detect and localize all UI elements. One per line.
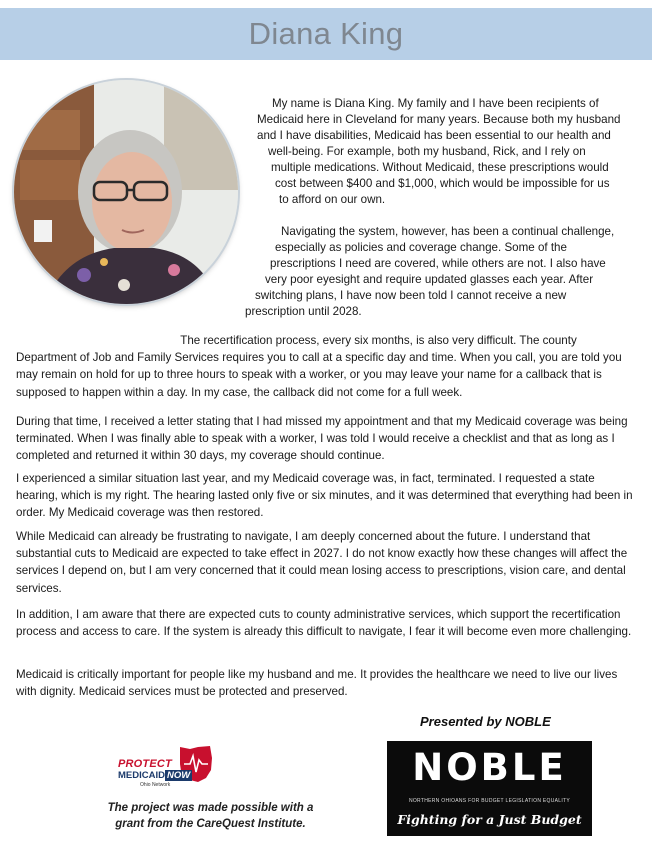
intro-line: My name is Diana King. My family and I have been recipients of	[272, 97, 599, 110]
noble-tagline: Fighting for a Just Budget	[397, 812, 582, 827]
intro-line: prescription until 2028.	[245, 305, 362, 318]
paragraph-recertification: The recertification process, every six months, is also very difficult. The county Department of Job and Family Services requires you to call at a specific day and time. When you call, you are told you may remain on hold for up to three hours to speak with a worker, or you may leave your name for a callback that is supposed to happen within a day. In my case, the callback did not come for a full week.	[16, 334, 622, 399]
protect-text: PROTECT	[118, 758, 172, 770]
grant-line: grant from the CareQuest Institute.	[115, 817, 306, 830]
intro-line: switching plans, I have now been told I cannot receive a new	[255, 289, 567, 302]
intro-line: and I have disabilities, Medicaid has been essential to our health and	[257, 129, 611, 142]
presented-by-label: Presented by NOBLE	[420, 714, 551, 729]
grant-line: The project was made possible with a	[107, 802, 314, 814]
paragraph-conclusion: Medicaid is critically important for people like my husband and me. It provides the healthcare we need to live our lives with dignity. Medicaid services must be protected and preserved.	[16, 668, 618, 699]
intro-line: very poor eyesight and require updated glasses each year. After	[265, 273, 594, 286]
intro-line: multiple medications. Without Medicaid, these prescriptions would	[271, 161, 609, 174]
medicaid-now-text	[118, 770, 192, 781]
noble-logo	[387, 741, 592, 836]
noble-subtitle: NORTHERN OHIOANS FOR BUDGET LEGISLATION EQUALITY	[408, 798, 571, 804]
noble-wordmark: NOBLE	[412, 746, 567, 789]
network-text: Ohio Network	[140, 782, 171, 788]
intro-line: well-being. For example, both my husband, Rick, and I rely on	[268, 145, 586, 158]
intro-line: cost between $400 and $1,000, which would be impossible for us	[275, 177, 610, 190]
medicaid-text: MEDICAID	[118, 770, 165, 781]
grant-credit	[98, 801, 323, 832]
portrait-photo	[14, 80, 238, 304]
now-badge: NOW	[166, 770, 191, 781]
intro-line: to afford on our own.	[279, 193, 386, 206]
paragraph-county-cuts: In addition, I am aware that there are expected cuts to county administrative services, which support the recertification process and access to care. If the system is already this difficult to navigate, I fear it will become even more challenging.	[16, 608, 632, 639]
protect-medicaid-now-logo	[118, 744, 218, 792]
title-banner	[0, 8, 652, 60]
intro-line: Navigating the system, however, has been a continual challenge,	[281, 225, 615, 238]
page-title: Diana King	[248, 16, 404, 51]
intro-line: especially as policies and coverage change. Some of the	[275, 241, 567, 254]
paragraph-future-concerns: While Medicaid can already be frustrating to navigate, I am deeply concerned about the future. I understand that substantial cuts to Medicaid are expected to take effect in 2027. I do not know exactly how these changes will affect the services I depend on, but I am very concerned that it could mean losing access to prescriptions, vision care, and dental services.	[16, 530, 628, 595]
paragraph-state-hearing: I experienced a similar situation last year, and my Medicaid coverage was, in fact, terminated. I requested a state hearing, which is my right. The hearing lasted only five or six minutes, and it was determined that everything had been in order. My Medicaid coverage was then restored.	[16, 472, 633, 520]
intro-line: Medicaid here in Cleveland for many years. Because both my husband	[257, 113, 621, 126]
intro-line: prescriptions I need are covered, while others are not. I also have	[270, 257, 606, 270]
paragraph-termination-letter: During that time, I received a letter stating that I had missed my appointment and that my Medicaid coverage was being terminated. When I was finally able to speak with a worker, I was told I would receive a checklist and that as long as I completed and returned it within 30 days, my coverage should continue.	[16, 415, 628, 463]
